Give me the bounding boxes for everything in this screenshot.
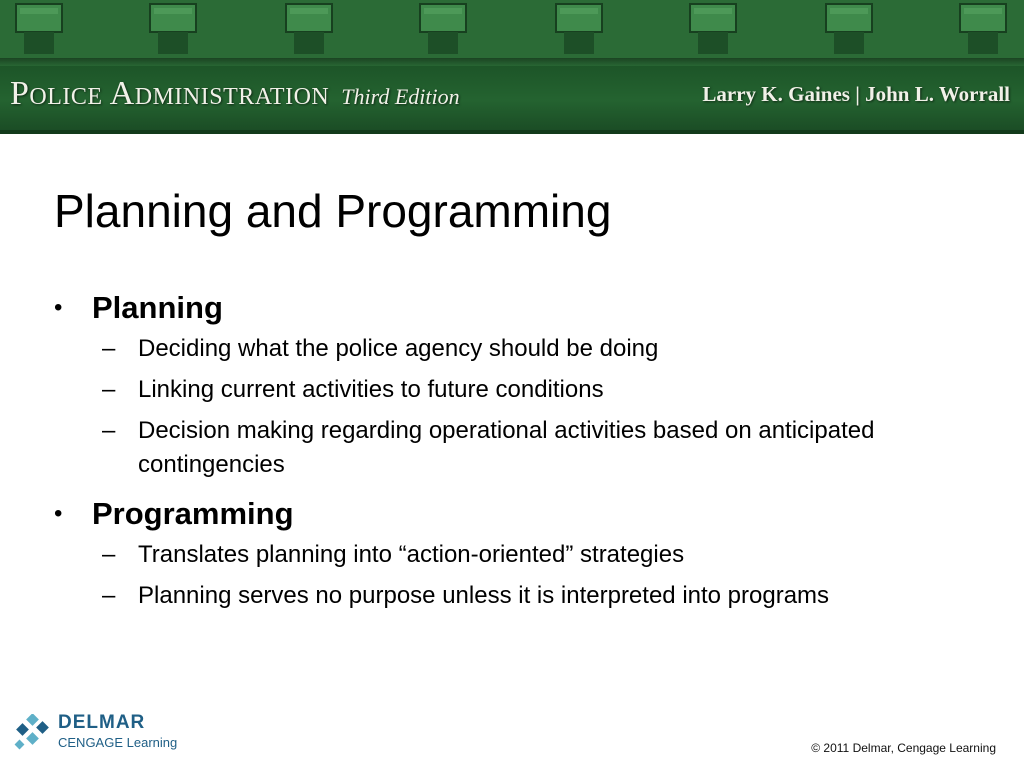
list-item-text: Planning serves no purpose unless it is interpreted into programs bbox=[138, 582, 830, 609]
bullet-dot: • bbox=[54, 500, 63, 527]
delmar-logo-icon bbox=[14, 714, 50, 752]
programming-subitems bbox=[54, 538, 954, 613]
lamp-row-decoration bbox=[0, 0, 1024, 58]
list-item bbox=[54, 538, 898, 572]
dash-marker: – bbox=[102, 335, 116, 362]
list-item-text: Translates planning into “action-oriented” strategies bbox=[138, 541, 685, 568]
list-item bbox=[54, 579, 898, 613]
slide-content bbox=[54, 288, 954, 625]
slide-title: Planning and Programming bbox=[54, 185, 612, 237]
book-authors: Larry K. Gaines | John L. Worrall bbox=[702, 82, 1010, 106]
header-banner bbox=[0, 0, 1024, 134]
dash-marker: – bbox=[102, 417, 116, 444]
book-title-group bbox=[10, 66, 460, 122]
bullet-programming bbox=[54, 494, 954, 534]
list-item bbox=[54, 414, 898, 482]
publisher-sub: CENGAGE Learning bbox=[58, 735, 178, 750]
book-title: Police Administration bbox=[10, 75, 330, 112]
dash-marker: – bbox=[102, 376, 116, 403]
list-item bbox=[54, 332, 898, 366]
bullet-label: Programming bbox=[92, 496, 294, 531]
publisher-name: DELMAR bbox=[58, 712, 146, 733]
bullet-dot: • bbox=[54, 294, 63, 321]
banner-shadow bbox=[0, 58, 1024, 66]
copyright-notice: © 2011 Delmar, Cengage Learning bbox=[811, 741, 996, 755]
book-edition: Third Edition bbox=[341, 84, 460, 109]
bullet-label: Planning bbox=[92, 290, 223, 325]
banner-rule bbox=[0, 130, 1024, 134]
dash-marker: – bbox=[102, 541, 116, 568]
planning-subitems bbox=[54, 332, 954, 482]
bullet-planning bbox=[54, 288, 954, 328]
list-item bbox=[54, 373, 898, 407]
list-item-text: Linking current activities to future conditions bbox=[138, 376, 604, 403]
dash-marker: – bbox=[102, 582, 116, 609]
list-item-text: Decision making regarding operational activities based on anticipated contingencies bbox=[138, 417, 875, 478]
publisher-logo bbox=[14, 712, 214, 756]
list-item-text: Deciding what the police agency should be doing bbox=[138, 335, 659, 362]
